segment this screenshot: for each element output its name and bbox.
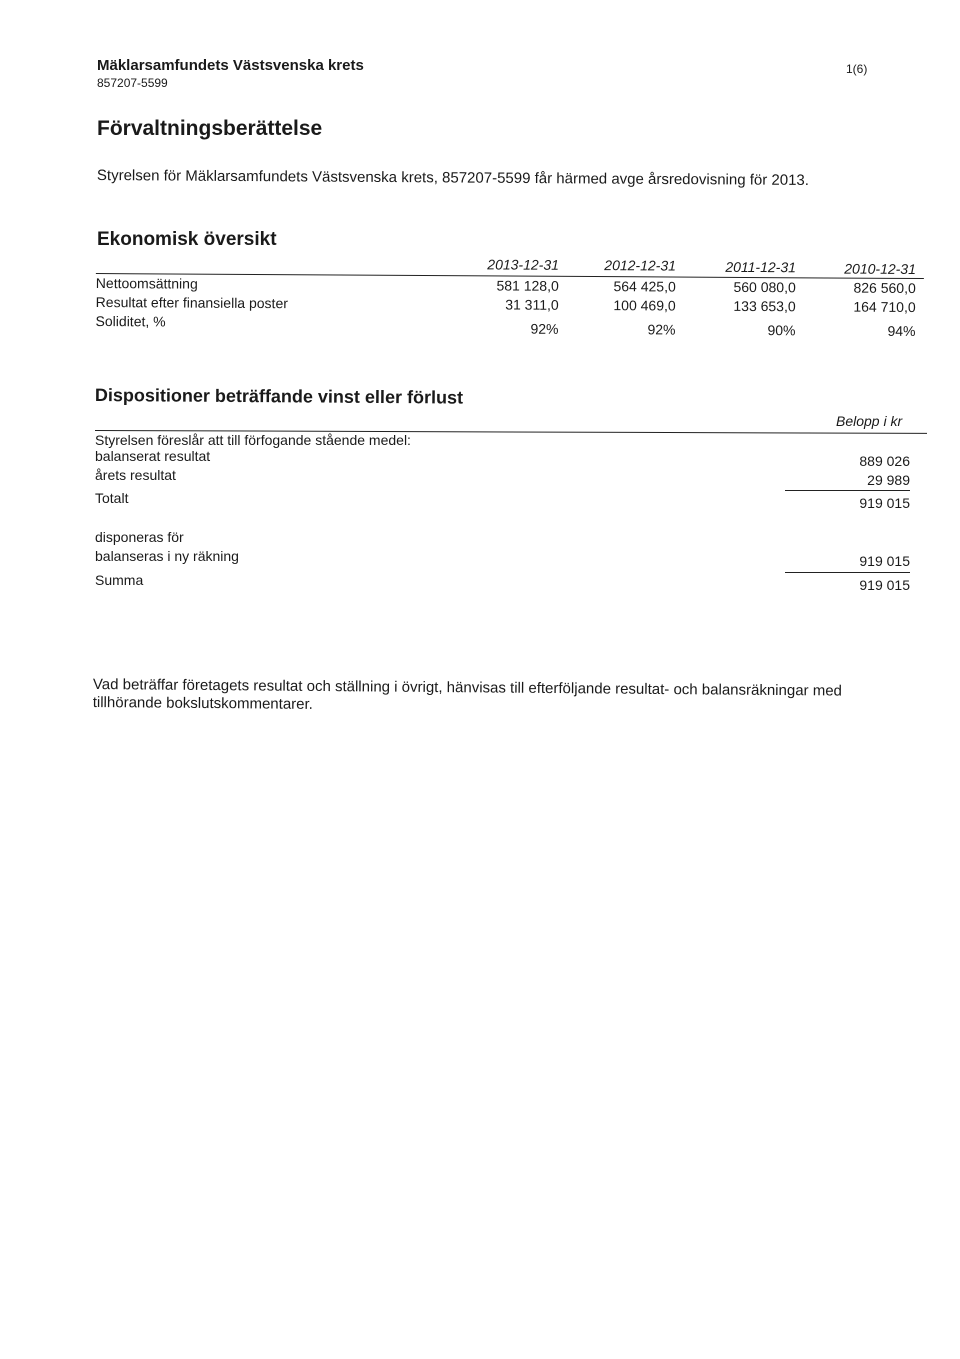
overview-cell: 31 311,0 xyxy=(505,296,559,313)
overview-row-label: Nettoomsättning xyxy=(95,274,198,292)
overview-date-header: 2011-12-31 xyxy=(725,258,796,276)
overview-cell: 94% xyxy=(887,322,916,340)
overview-cell: 92% xyxy=(530,320,559,337)
sum-rule xyxy=(785,572,910,573)
overview-heading: Ekonomisk översikt xyxy=(97,229,277,250)
disposition-heading: Dispositioner beträffande vinst eller förlust xyxy=(94,385,464,408)
overview-date-header: 2012-12-31 xyxy=(604,257,676,274)
overview-row-label: Resultat efter finansiella poster xyxy=(95,293,288,312)
organization-number: 857207-5599 xyxy=(97,76,168,90)
overview-cell: 90% xyxy=(767,322,796,339)
allocation-value: 919 015 xyxy=(859,553,910,569)
overview-cell: 92% xyxy=(647,321,676,338)
page-number: 1(6) xyxy=(846,62,868,76)
closing-paragraph: Vad beträffar företagets resultat och ställning i övrigt, hänvisas till efterföljande resultat- och balansräkningar med tillhörande bokslutskommentarer. xyxy=(92,676,843,713)
overview-date-header: 2013-12-31 xyxy=(487,256,559,273)
allocated-label: disponeras för xyxy=(95,529,184,545)
disposition-item-label: balanserat resultat xyxy=(95,448,211,464)
overview-table xyxy=(95,254,925,342)
overview-cell: 133 653,0 xyxy=(733,297,796,315)
sum-value: 919 015 xyxy=(859,577,910,593)
subtotal-rule xyxy=(785,490,910,491)
overview-cell: 581 128,0 xyxy=(496,277,559,294)
intro-paragraph: Styrelsen för Mäklarsamfundets Västsvenska krets, 857207-5599 får härmed avge årsredovisning för 2013. xyxy=(96,167,810,189)
overview-row xyxy=(95,313,925,342)
disposition-item-value: 29 989 xyxy=(867,472,910,488)
overview-cell: 100 469,0 xyxy=(613,297,676,314)
overview-cell: 560 080,0 xyxy=(733,278,796,296)
document-title: Förvaltningsberättelse xyxy=(97,117,323,140)
overview-row-label: Soliditet, % xyxy=(95,312,166,330)
overview-date-header: 2010-12-31 xyxy=(844,260,916,278)
sum-label: Summa xyxy=(95,572,144,588)
organization-name: Mäklarsamfundets Västsvenska krets xyxy=(97,57,364,74)
allocation-label: balanseras i ny räkning xyxy=(95,548,239,564)
overview-cell: 826 560,0 xyxy=(853,279,916,297)
disposition-item-label: årets resultat xyxy=(95,467,176,483)
overview-cell: 164 710,0 xyxy=(853,298,916,316)
amount-column-header: Belopp i kr xyxy=(836,413,903,429)
overview-header-row xyxy=(96,254,926,278)
proposal-label: Styrelsen föreslår att till förfogande stående medel: xyxy=(95,432,411,448)
total-label: Totalt xyxy=(95,490,129,506)
disposition-item-value: 889 026 xyxy=(859,453,910,469)
total-value: 919 015 xyxy=(859,495,910,511)
overview-cell: 564 425,0 xyxy=(613,278,676,295)
